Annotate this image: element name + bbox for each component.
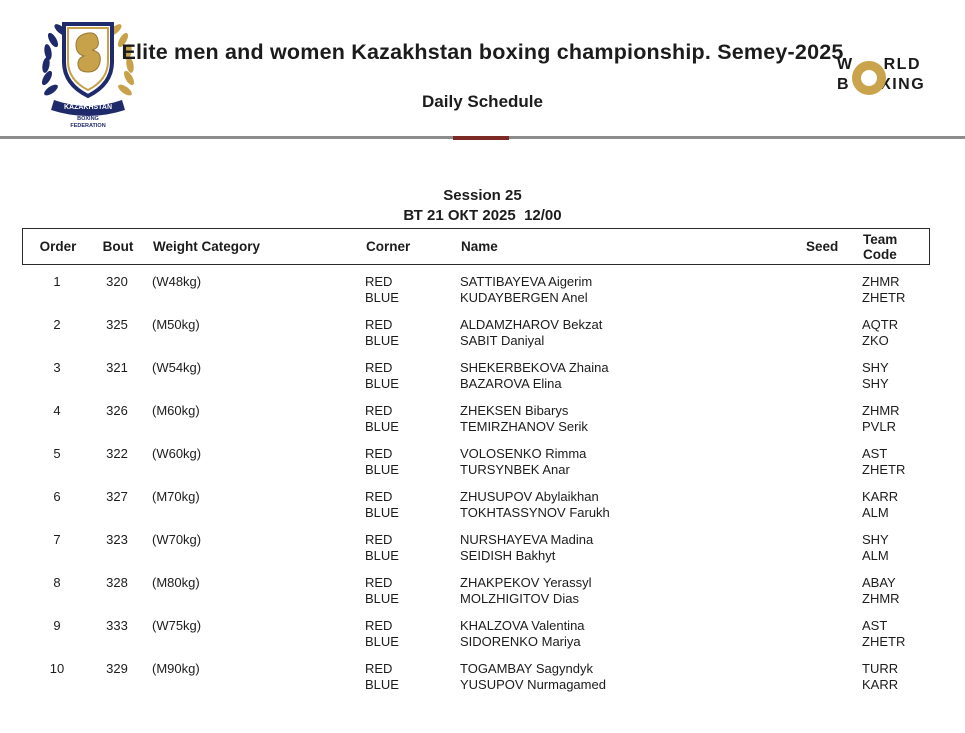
red-boxer-name: ZHUSUPOV Abylaikhan	[460, 489, 599, 504]
table-row	[22, 618, 930, 650]
blue-boxer-name: YUSUPOV Nurmagamed	[460, 677, 606, 692]
name-cell	[452, 532, 782, 564]
name-cell	[452, 403, 782, 435]
corner-cell	[342, 489, 452, 521]
red-team-code: ABAY	[862, 575, 896, 590]
table-header-row	[22, 228, 930, 265]
red-corner-label: RED	[365, 360, 393, 375]
team-code-cell	[852, 532, 930, 564]
name-cell	[452, 274, 782, 306]
svg-text:KAZAKHSTAN: KAZAKHSTAN	[63, 104, 113, 111]
blue-corner-label: BLUE	[365, 591, 399, 606]
weight-category-cell: (W75kg)	[152, 618, 202, 633]
red-team-code: AST	[862, 618, 888, 633]
session-datetime: ВТ 21 ОКТ 2025 12/00	[403, 207, 562, 224]
order-cell: 2	[53, 317, 61, 332]
name-cell	[452, 575, 782, 607]
red-boxer-name: TOGAMBAY Sagyndyk	[460, 661, 593, 676]
table-row	[22, 446, 930, 478]
red-team-code: ZHMR	[862, 403, 900, 418]
blue-corner-label: BLUE	[365, 634, 399, 649]
team-code-cell	[852, 661, 930, 693]
blue-corner-label: BLUE	[365, 290, 399, 305]
table-row	[22, 403, 930, 435]
weight-category-cell: (W70kg)	[152, 532, 202, 547]
blue-team-code: ZHETR	[862, 462, 906, 477]
schedule-table	[22, 228, 930, 704]
team-code-cell	[852, 489, 930, 521]
table-row	[22, 360, 930, 392]
kazakhstan-boxing-federation-logo-icon	[34, 12, 142, 130]
page-subtitle: Daily Schedule	[422, 92, 543, 111]
order-cell: 9	[53, 618, 61, 633]
corner-cell	[342, 317, 452, 349]
bout-cell: 321	[106, 360, 128, 375]
order-cell: 8	[53, 575, 61, 590]
table-row	[22, 317, 930, 349]
table-row	[22, 274, 930, 306]
bout-cell: 328	[106, 575, 128, 590]
seed-cell	[782, 360, 852, 392]
blue-corner-label: BLUE	[365, 462, 399, 477]
team-code-cell	[852, 317, 930, 349]
seed-cell	[782, 489, 852, 521]
bout-cell: 327	[106, 489, 128, 504]
red-team-code: ZHMR	[862, 274, 900, 289]
blue-corner-label: BLUE	[365, 376, 399, 391]
order-cell: 1	[53, 274, 61, 289]
seed-cell	[782, 661, 852, 693]
blue-team-code: SHY	[862, 376, 889, 391]
bout-cell: 326	[106, 403, 128, 418]
header-team-code: Team Code	[863, 231, 898, 262]
blue-corner-label: BLUE	[365, 419, 399, 434]
blue-corner-label: BLUE	[365, 505, 399, 520]
red-team-code: SHY	[862, 360, 889, 375]
blue-team-code: ZKO	[862, 333, 889, 348]
blue-team-code: KARR	[862, 677, 899, 692]
seed-cell	[782, 618, 852, 650]
red-boxer-name: VOLOSENKO Rimma	[460, 446, 587, 461]
team-code-cell	[852, 575, 930, 607]
svg-text:BOXING: BOXING	[77, 116, 99, 122]
corner-cell	[342, 274, 452, 306]
blue-team-code: ZHMR	[862, 591, 900, 606]
corner-cell	[342, 446, 452, 478]
corner-cell	[342, 403, 452, 435]
blue-team-code: ALM	[862, 548, 889, 563]
blue-team-code: ZHETR	[862, 634, 906, 649]
corner-cell	[342, 532, 452, 564]
name-cell	[452, 661, 782, 693]
divider-red-mark	[453, 136, 509, 140]
weight-category-cell: (W60kg)	[152, 446, 202, 461]
team-code-cell	[852, 360, 930, 392]
order-cell: 6	[53, 489, 61, 504]
blue-corner-label: BLUE	[365, 333, 399, 348]
red-boxer-name: SATTIBAYEVA Aigerim	[460, 274, 593, 289]
table-row	[22, 489, 930, 521]
session-title: Session 25	[443, 187, 522, 204]
red-boxer-name: ZHAKPEKOV Yerassyl	[460, 575, 592, 590]
bout-cell: 320	[106, 274, 128, 289]
world-boxing-top-line: W RLD	[837, 56, 921, 73]
order-cell: 7	[53, 532, 61, 547]
svg-text:FEDERATION: FEDERATION	[70, 123, 106, 129]
blue-boxer-name: TOKHTASSYNOV Farukh	[460, 505, 610, 520]
name-cell	[452, 489, 782, 521]
red-team-code: KARR	[862, 489, 899, 504]
red-team-code: AQTR	[862, 317, 899, 332]
blue-team-code: ZHETR	[862, 290, 906, 305]
team-code-cell	[852, 446, 930, 478]
name-cell	[452, 317, 782, 349]
corner-cell	[342, 360, 452, 392]
name-cell	[452, 446, 782, 478]
header-name: Name	[461, 239, 498, 254]
red-boxer-name: ZHEKSEN Bibarys	[460, 403, 569, 418]
bout-cell: 329	[106, 661, 128, 676]
blue-corner-label: BLUE	[365, 548, 399, 563]
corner-cell	[342, 575, 452, 607]
table-row	[22, 661, 930, 693]
seed-cell	[782, 446, 852, 478]
order-cell: 5	[53, 446, 61, 461]
header-order: Order	[39, 239, 77, 254]
red-boxer-name: ALDAMZHAROV Bekzat	[460, 317, 603, 332]
weight-category-cell: (M80kg)	[152, 575, 200, 590]
crest-icon	[34, 12, 142, 130]
bout-cell: 333	[106, 618, 128, 633]
red-team-code: TURR	[862, 661, 899, 676]
red-boxer-name: KHALZOVA Valentina	[460, 618, 585, 633]
weight-category-cell: (M60kg)	[152, 403, 200, 418]
weight-category-cell: (M70kg)	[152, 489, 200, 504]
red-corner-label: RED	[365, 274, 393, 289]
red-corner-label: RED	[365, 532, 393, 547]
header-seed: Seed	[806, 239, 839, 254]
blue-boxer-name: BAZAROVA Elina	[460, 376, 562, 391]
weight-category-cell: (M90kg)	[152, 661, 200, 676]
order-cell: 3	[53, 360, 61, 375]
blue-boxer-name: MOLZHIGITOV Dias	[460, 591, 579, 606]
red-team-code: SHY	[862, 532, 889, 547]
blue-corner-label: BLUE	[365, 677, 399, 692]
team-code-cell	[852, 403, 930, 435]
red-corner-label: RED	[365, 446, 393, 461]
seed-cell	[782, 274, 852, 306]
red-corner-label: RED	[365, 661, 393, 676]
weight-category-cell: (W48kg)	[152, 274, 202, 289]
red-corner-label: RED	[365, 618, 393, 633]
red-boxer-name: SHEKERBEKOVA Zhaina	[460, 360, 609, 375]
blue-boxer-name: SEIDISH Bakhyt	[460, 548, 556, 563]
corner-cell	[342, 661, 452, 693]
table-body	[22, 265, 930, 693]
table-row	[22, 575, 930, 607]
world-boxing-bottom-line: B XING	[837, 76, 926, 93]
red-corner-label: RED	[365, 489, 393, 504]
seed-cell	[782, 317, 852, 349]
red-corner-label: RED	[365, 575, 393, 590]
name-cell	[452, 360, 782, 392]
corner-cell	[342, 618, 452, 650]
blue-boxer-name: TEMIRZHANOV Serik	[460, 419, 588, 434]
blue-team-code: PVLR	[862, 419, 896, 434]
blue-team-code: ALM	[862, 505, 889, 520]
bout-cell: 322	[106, 446, 128, 461]
seed-cell	[782, 403, 852, 435]
name-cell	[452, 618, 782, 650]
blue-boxer-name: TURSYNBEK Anar	[460, 462, 570, 477]
weight-category-cell: (M50kg)	[152, 317, 200, 332]
header-corner: Corner	[366, 239, 411, 254]
gold-ring-icon	[852, 61, 886, 95]
team-code-cell	[852, 274, 930, 306]
page-title: Elite men and women Kazakhstan boxing championship. Semey-2025	[121, 40, 844, 64]
seed-cell	[782, 575, 852, 607]
blue-boxer-name: SABIT Daniyal	[460, 333, 545, 348]
weight-category-cell: (W54kg)	[152, 360, 202, 375]
blue-boxer-name: SIDORENKO Mariya	[460, 634, 581, 649]
red-team-code: AST	[862, 446, 888, 461]
order-cell: 4	[53, 403, 61, 418]
blue-boxer-name: KUDAYBERGEN Anel	[460, 290, 588, 305]
bout-cell: 325	[106, 317, 128, 332]
team-code-cell	[852, 618, 930, 650]
red-corner-label: RED	[365, 317, 393, 332]
header-weight-category: Weight Category	[153, 239, 261, 254]
seed-cell	[782, 532, 852, 564]
table-row	[22, 532, 930, 564]
red-boxer-name: NURSHAYEVA Madina	[460, 532, 594, 547]
header-bout: Bout	[102, 239, 134, 254]
bout-cell: 323	[106, 532, 128, 547]
red-corner-label: RED	[365, 403, 393, 418]
order-cell: 10	[49, 661, 65, 676]
